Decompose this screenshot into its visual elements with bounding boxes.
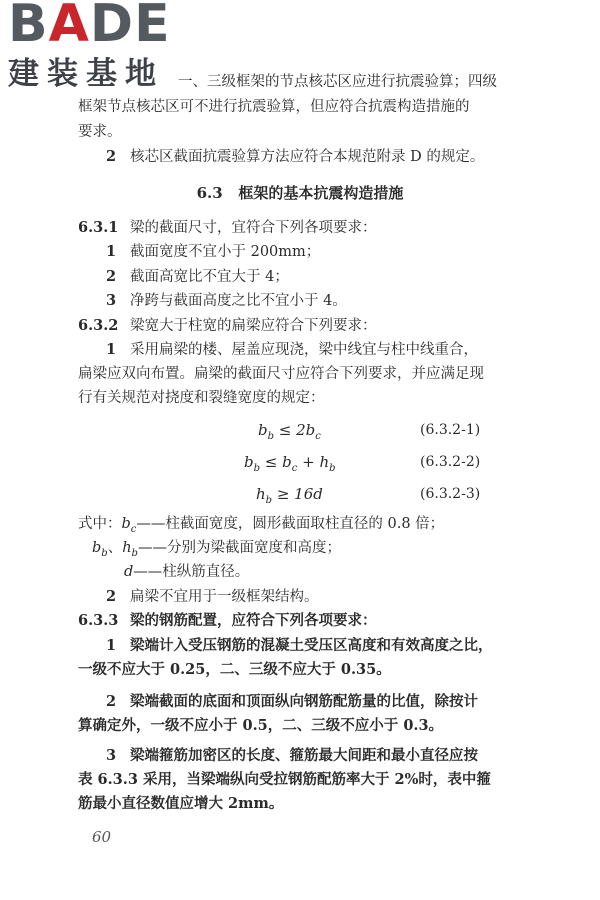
equation-number: (6.3.2-2) xyxy=(420,454,481,470)
clause-6-3-2-item-2 xyxy=(106,587,319,607)
clause-6-3-1-item-2 xyxy=(106,267,289,287)
clause-6-3-3-item-1-line-1 xyxy=(106,636,493,656)
intro-line-1: 一、三级框架的节点核芯区应进行抗震验算；四级 xyxy=(178,74,497,90)
equation-number: (6.3.2-1) xyxy=(420,422,481,438)
item-number: 3 xyxy=(106,747,117,764)
clause-6-3-2-item-1-line-3: 行有关规范对挠度和裂缝宽度的规定： xyxy=(78,390,325,406)
equation-number: (6.3.2-3) xyxy=(420,486,481,502)
item-text: 梁端箍筋加密区的长度、箍筋最大间距和最小直径应按 xyxy=(130,747,478,764)
clause-6-3-1 xyxy=(78,218,377,238)
clause-6-3-3-item-1-line-2: 一级不应大于 0.25，二、三级不应大于 0.35。 xyxy=(78,661,391,678)
item-number: 2 xyxy=(106,693,117,710)
clause-6-3-1-item-1 xyxy=(106,242,320,262)
clause-text: 梁的钢筋配置，应符合下列各项要求： xyxy=(130,612,377,629)
section-title xyxy=(0,183,600,203)
item-text: 采用扁梁的楼、屋盖应现浇，梁中线宜与柱中线重合， xyxy=(130,342,478,358)
item-number: 2 xyxy=(106,588,117,605)
item-number: 1 xyxy=(106,637,117,654)
intro-item-2 xyxy=(106,147,484,167)
item-number: 1 xyxy=(106,243,117,260)
item-text: 截面宽度不宜小于 200mm； xyxy=(130,244,321,260)
item-text: 净跨与截面高度之比不宜小于 4。 xyxy=(130,293,347,309)
clause-6-3-2-item-1-line-1 xyxy=(106,340,478,360)
bade-logo xyxy=(6,0,181,96)
item-number: 2 xyxy=(106,268,117,285)
where-text: ——分别为梁截面宽度和高度； xyxy=(137,540,341,556)
page-number: 60 xyxy=(92,828,112,846)
logo-chinese-text: 建装基地 xyxy=(8,56,164,92)
item-text: 梁端截面的底面和顶面纵向钢筋配筋量的比值，除按计 xyxy=(130,693,478,710)
equation-6-3-2-3: $h_b \ge 16d$ xyxy=(256,485,323,506)
equation-6-3-2-2: $b_b \le b_c + h_b$ xyxy=(244,453,336,474)
section-number: 6.3 xyxy=(196,184,223,202)
logo-latin-text: BADE xyxy=(8,0,171,54)
item-text: 截面高宽比不宜大于 4； xyxy=(130,269,289,285)
clause-6-3-1-item-3 xyxy=(106,291,347,311)
clause-6-3-3-item-3-line-2: 表 6.3.3 采用，当梁端纵向受拉钢筋配筋率大于 2%时，表中箍 xyxy=(78,771,491,788)
clause-number: 6.3.1 xyxy=(78,219,119,236)
clause-number: 6.3.3 xyxy=(78,612,119,629)
clause-6-3-3 xyxy=(78,611,377,631)
clause-text: 梁的截面尺寸，宜符合下列各项要求： xyxy=(130,220,377,236)
equation-6-3-2-1: $b_b \le 2b_c$ xyxy=(258,421,321,442)
item-number: 1 xyxy=(106,341,117,358)
clause-6-3-3-item-2-line-2: 算确定外，一级不应小于 0.5，二、三级不应小于 0.3。 xyxy=(78,717,444,734)
intro-line-3: 要求。 xyxy=(78,124,122,140)
clause-6-3-3-item-3-line-3: 筋最小直径数值应增大 2mm。 xyxy=(78,795,284,812)
clause-6-3-2 xyxy=(78,316,377,336)
item-number: 2 xyxy=(106,148,117,165)
where-text: ——柱纵筋直径。 xyxy=(133,564,250,580)
clause-number: 6.3.2 xyxy=(78,317,119,334)
clause-6-3-3-item-3-line-1 xyxy=(106,746,478,766)
section-title-text: 框架的基本抗震构造措施 xyxy=(238,184,404,202)
intro-line-2: 框架节点核芯区可不进行抗震验算，但应符合抗震构造措施的 xyxy=(78,99,470,115)
where-bc: 式中：$b_c——$柱截面宽度，圆形截面取柱直径的 0.8 倍； xyxy=(78,516,445,535)
where-d: d——柱纵筋直径。 xyxy=(124,564,250,580)
item-number: 3 xyxy=(106,292,117,309)
item-text: 核芯区截面抗震验算方法应符合本规范附录 D 的规定。 xyxy=(130,149,485,165)
clause-6-3-3-item-2-line-1 xyxy=(106,692,478,712)
item-text: 扁梁不宜用于一级框架结构。 xyxy=(130,589,319,605)
where-prefix: 式中： xyxy=(78,516,122,532)
item-text: 梁端计入受压钢筋的混凝土受压区高度和有效高度之比， xyxy=(130,637,493,654)
where-bb-hb: $b_b$、$h_b——$分别为梁截面宽度和高度； xyxy=(92,540,341,559)
clause-text: 梁宽大于柱宽的扁梁应符合下列要求： xyxy=(130,318,377,334)
clause-6-3-2-item-1-line-2: 扁梁应双向布置。扁梁的截面尺寸应符合下列要求，并应满足现 xyxy=(78,366,484,382)
where-text: ——柱截面宽度，圆形截面取柱直径的 0.8 倍； xyxy=(136,516,445,532)
